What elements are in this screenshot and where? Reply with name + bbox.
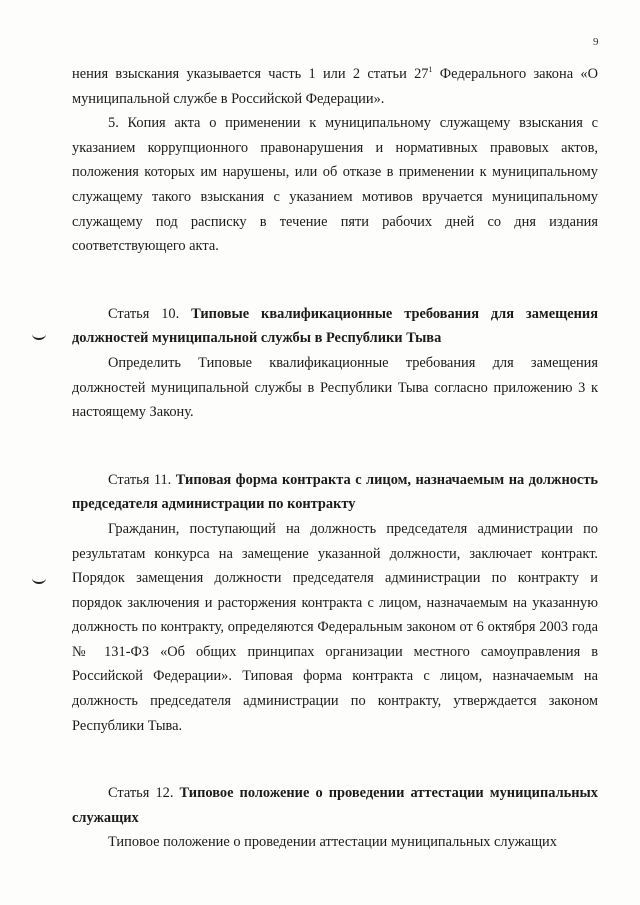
article-label: Статья 11. bbox=[108, 471, 172, 488]
article-11-body: Гражданин, поступающий на должность председателя администрации по результатам конкурса на замещение указанной должности, заключает контракт. Порядок замещения должности председателя администрации по контракту и порядок заключения и расторжения контракта с лицом, назначаемым на указанную должность по контракту, определяются Федеральным законом от 6 октября 2003 года № 131-ФЗ «Об общих принципах организации местного самоуправления в Российской Федерации». Типовая форма контракта с лицом, назначаемым на должность председателя администрации по контракту, утверждается законом Республики Тыва. bbox=[72, 520, 598, 734]
article-title: Типовые квалификационные требования для замещения должностей муниципальной службы в Республики Тыва bbox=[72, 305, 598, 347]
punch-hole-mark bbox=[32, 572, 46, 584]
punch-hole-mark bbox=[32, 328, 46, 340]
paragraph-continuation bbox=[72, 62, 598, 111]
page-number: 9 bbox=[593, 36, 599, 48]
paragraph-text: Федерального закона «О муниципальной службе в Российской Федерации». bbox=[72, 66, 598, 107]
document-body bbox=[72, 62, 598, 855]
article-label: Статья 12. bbox=[108, 785, 174, 802]
article-12-body: Типовое положение о проведении аттестации муниципальных служащих bbox=[108, 834, 557, 851]
article-title: Типовая форма контракта с лицом, назначаемым на должность председателя администрации по контракту bbox=[72, 471, 598, 513]
article-10-body: Определить Типовые квалификационные требования для замещения должностей муниципальной службы в Республики Тыва согласно приложению 3 к настоящему Закону. bbox=[72, 354, 598, 421]
article-12-heading bbox=[72, 781, 598, 830]
article-11-heading bbox=[72, 468, 598, 517]
article-10-heading bbox=[72, 302, 598, 351]
paragraph-item-5: 5. Копия акта о применении к муниципальному служащему взыскания с указанием коррупционного правонарушения и нормативных правовых актов, положения которых им нарушены, или об отказе в применении к муниципальному служащему такого взыскания с указанием мотивов вручается муниципальному служащему под расписку в течение пяти рабочих дней со дня издания соответствующего акта. bbox=[72, 115, 598, 255]
superscript: 1 bbox=[428, 65, 433, 74]
article-title: Типовое положение о проведении аттестации муниципальных служащих bbox=[72, 785, 598, 826]
article-label: Статья 10. bbox=[108, 305, 180, 322]
paragraph-text: нения взыскания указывается часть 1 или 2 статьи 27 bbox=[72, 66, 429, 82]
